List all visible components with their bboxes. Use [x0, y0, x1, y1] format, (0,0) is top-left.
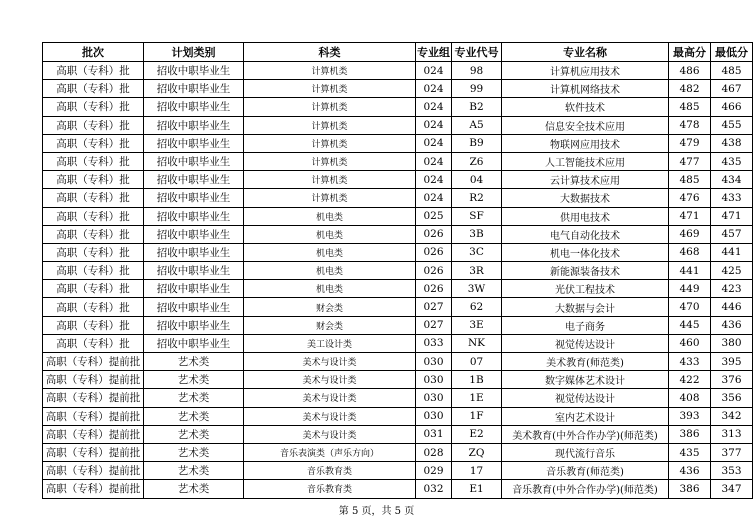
min-score-cell: 356 [711, 389, 753, 407]
major-code-cell: 3C [452, 243, 502, 261]
plan-category-cell: 招收中职毕业生 [144, 316, 244, 334]
major-group-cell: 029 [416, 462, 452, 480]
major-group-cell: 024 [416, 80, 452, 98]
max-score-cell: 445 [669, 316, 711, 334]
major-name-cell: 计算机应用技术 [502, 62, 669, 80]
plan-category-cell: 艺术类 [144, 462, 244, 480]
plan-category-cell: 招收中职毕业生 [144, 280, 244, 298]
major-group-cell: 030 [416, 371, 452, 389]
header-max-score: 最高分 [669, 43, 711, 62]
batch-cell: 高职（专科）提前批 [43, 389, 144, 407]
min-score-cell: 380 [711, 334, 753, 352]
max-score-cell: 476 [669, 189, 711, 207]
table-row [43, 62, 753, 80]
table-row [43, 243, 753, 261]
batch-cell: 高职（专科）批 [43, 152, 144, 170]
min-score-cell: 433 [711, 189, 753, 207]
subject-category-cell: 计算机类 [244, 189, 416, 207]
major-group-cell: 030 [416, 389, 452, 407]
major-group-cell: 027 [416, 298, 452, 316]
major-name-cell: 大数据与会计 [502, 298, 669, 316]
major-name-cell: 电子商务 [502, 316, 669, 334]
table-row [43, 171, 753, 189]
batch-cell: 高职（专科）批 [43, 298, 144, 316]
min-score-cell: 455 [711, 116, 753, 134]
major-group-cell: 028 [416, 443, 452, 461]
subject-category-cell: 机电类 [244, 262, 416, 280]
max-score-cell: 482 [669, 80, 711, 98]
table-row [43, 316, 753, 334]
table-row [43, 407, 753, 425]
subject-category-cell: 计算机类 [244, 134, 416, 152]
max-score-cell: 436 [669, 462, 711, 480]
max-score-cell: 478 [669, 116, 711, 134]
plan-category-cell: 艺术类 [144, 353, 244, 371]
major-name-cell: 美术教育(师范类) [502, 353, 669, 371]
header-min-score: 最低分 [711, 43, 753, 62]
table-row [43, 116, 753, 134]
major-group-cell: 024 [416, 171, 452, 189]
plan-category-cell: 招收中职毕业生 [144, 189, 244, 207]
max-score-cell: 386 [669, 480, 711, 498]
major-group-cell: 024 [416, 134, 452, 152]
major-code-cell: 17 [452, 462, 502, 480]
batch-cell: 高职（专科）提前批 [43, 480, 144, 498]
major-name-cell: 软件技术 [502, 98, 669, 116]
major-code-cell: 3B [452, 225, 502, 243]
table-row [43, 280, 753, 298]
table-row [43, 207, 753, 225]
plan-category-cell: 招收中职毕业生 [144, 171, 244, 189]
max-score-cell: 386 [669, 425, 711, 443]
subject-category-cell: 音乐教育类 [244, 462, 416, 480]
table-row [43, 353, 753, 371]
plan-category-cell: 招收中职毕业生 [144, 225, 244, 243]
table-row [43, 389, 753, 407]
subject-category-cell: 机电类 [244, 280, 416, 298]
header-major-group: 专业组 [416, 43, 452, 62]
major-name-cell: 信息安全技术应用 [502, 116, 669, 134]
batch-cell: 高职（专科）批 [43, 171, 144, 189]
header-plan-category: 计划类别 [144, 43, 244, 62]
min-score-cell: 438 [711, 134, 753, 152]
major-name-cell: 计算机网络技术 [502, 80, 669, 98]
subject-category-cell: 计算机类 [244, 171, 416, 189]
major-code-cell: 1E [452, 389, 502, 407]
major-name-cell: 光伏工程技术 [502, 280, 669, 298]
batch-cell: 高职（专科）批 [43, 134, 144, 152]
major-code-cell: SF [452, 207, 502, 225]
plan-category-cell: 招收中职毕业生 [144, 262, 244, 280]
max-score-cell: 471 [669, 207, 711, 225]
header-major-code: 专业代号 [452, 43, 502, 62]
plan-category-cell: 艺术类 [144, 371, 244, 389]
subject-category-cell: 美术与设计类 [244, 389, 416, 407]
batch-cell: 高职（专科）提前批 [43, 407, 144, 425]
major-name-cell: 现代流行音乐 [502, 443, 669, 461]
plan-category-cell: 招收中职毕业生 [144, 152, 244, 170]
subject-category-cell: 美工设计类 [244, 334, 416, 352]
min-score-cell: 434 [711, 171, 753, 189]
batch-cell: 高职（专科）批 [43, 280, 144, 298]
major-code-cell: 3E [452, 316, 502, 334]
plan-category-cell: 招收中职毕业生 [144, 80, 244, 98]
min-score-cell: 376 [711, 371, 753, 389]
major-code-cell: 04 [452, 171, 502, 189]
plan-category-cell: 艺术类 [144, 389, 244, 407]
subject-category-cell: 计算机类 [244, 152, 416, 170]
min-score-cell: 441 [711, 243, 753, 261]
min-score-cell: 377 [711, 443, 753, 461]
major-group-cell: 026 [416, 262, 452, 280]
batch-cell: 高职（专科）提前批 [43, 443, 144, 461]
subject-category-cell: 计算机类 [244, 62, 416, 80]
table-row [43, 480, 753, 498]
batch-cell: 高职（专科）批 [43, 116, 144, 134]
major-code-cell: 07 [452, 353, 502, 371]
min-score-cell: 423 [711, 280, 753, 298]
subject-category-cell: 机电类 [244, 243, 416, 261]
max-score-cell: 435 [669, 443, 711, 461]
major-code-cell: B9 [452, 134, 502, 152]
major-name-cell: 人工智能技术应用 [502, 152, 669, 170]
major-group-cell: 031 [416, 425, 452, 443]
major-group-cell: 026 [416, 280, 452, 298]
table-row [43, 443, 753, 461]
max-score-cell: 449 [669, 280, 711, 298]
min-score-cell: 446 [711, 298, 753, 316]
major-group-cell: 024 [416, 116, 452, 134]
subject-category-cell: 美术与设计类 [244, 425, 416, 443]
plan-category-cell: 招收中职毕业生 [144, 134, 244, 152]
table-row [43, 462, 753, 480]
admission-score-table [42, 42, 753, 499]
batch-cell: 高职（专科）批 [43, 62, 144, 80]
major-name-cell: 美术教育(中外合作办学)(师范类) [502, 425, 669, 443]
table-row [43, 134, 753, 152]
major-group-cell: 024 [416, 189, 452, 207]
plan-category-cell: 招收中职毕业生 [144, 116, 244, 134]
plan-category-cell: 招收中职毕业生 [144, 98, 244, 116]
major-name-cell: 新能源装备技术 [502, 262, 669, 280]
plan-category-cell: 招收中职毕业生 [144, 243, 244, 261]
plan-category-cell: 艺术类 [144, 443, 244, 461]
batch-cell: 高职（专科）批 [43, 334, 144, 352]
subject-category-cell: 计算机类 [244, 116, 416, 134]
major-code-cell: 99 [452, 80, 502, 98]
major-name-cell: 室内艺术设计 [502, 407, 669, 425]
max-score-cell: 470 [669, 298, 711, 316]
batch-cell: 高职（专科）批 [43, 262, 144, 280]
batch-cell: 高职（专科）提前批 [43, 462, 144, 480]
major-code-cell: 98 [452, 62, 502, 80]
major-code-cell: 1F [452, 407, 502, 425]
max-score-cell: 460 [669, 334, 711, 352]
min-score-cell: 466 [711, 98, 753, 116]
max-score-cell: 485 [669, 171, 711, 189]
plan-category-cell: 招收中职毕业生 [144, 62, 244, 80]
major-code-cell: R2 [452, 189, 502, 207]
batch-cell: 高职（专科）批 [43, 80, 144, 98]
min-score-cell: 436 [711, 316, 753, 334]
plan-category-cell: 招收中职毕业生 [144, 207, 244, 225]
min-score-cell: 353 [711, 462, 753, 480]
min-score-cell: 457 [711, 225, 753, 243]
page-footer: 第 5 页，共 5 页 [338, 506, 415, 517]
batch-cell: 高职（专科）提前批 [43, 425, 144, 443]
header-major-name: 专业名称 [502, 43, 669, 62]
table-row [43, 262, 753, 280]
table-row [43, 334, 753, 352]
plan-category-cell: 艺术类 [144, 407, 244, 425]
major-group-cell: 024 [416, 98, 452, 116]
subject-category-cell: 计算机类 [244, 80, 416, 98]
major-code-cell: E2 [452, 425, 502, 443]
batch-cell: 高职（专科）批 [43, 98, 144, 116]
major-code-cell: ZQ [452, 443, 502, 461]
major-group-cell: 025 [416, 207, 452, 225]
major-code-cell: E1 [452, 480, 502, 498]
min-score-cell: 342 [711, 407, 753, 425]
major-name-cell: 音乐教育(中外合作办学)(师范类) [502, 480, 669, 498]
major-name-cell: 数字媒体艺术设计 [502, 371, 669, 389]
subject-category-cell: 财会类 [244, 316, 416, 334]
subject-category-cell: 音乐教育类 [244, 480, 416, 498]
major-code-cell: Z6 [452, 152, 502, 170]
max-score-cell: 477 [669, 152, 711, 170]
major-name-cell: 机电一体化技术 [502, 243, 669, 261]
min-score-cell: 313 [711, 425, 753, 443]
major-group-cell: 032 [416, 480, 452, 498]
major-code-cell: 3W [452, 280, 502, 298]
batch-cell: 高职（专科）提前批 [43, 353, 144, 371]
subject-category-cell: 美术与设计类 [244, 353, 416, 371]
subject-category-cell: 美术与设计类 [244, 407, 416, 425]
subject-category-cell: 音乐表演类（声乐方向） [244, 443, 416, 461]
table-body [43, 62, 753, 499]
max-score-cell: 422 [669, 371, 711, 389]
table-row [43, 189, 753, 207]
max-score-cell: 408 [669, 389, 711, 407]
major-code-cell: A5 [452, 116, 502, 134]
major-group-cell: 027 [416, 316, 452, 334]
major-code-cell: 62 [452, 298, 502, 316]
major-code-cell: B2 [452, 98, 502, 116]
max-score-cell: 441 [669, 262, 711, 280]
major-name-cell: 音乐教育(师范类) [502, 462, 669, 480]
major-code-cell: 3R [452, 262, 502, 280]
major-group-cell: 033 [416, 334, 452, 352]
major-name-cell: 视觉传达设计 [502, 334, 669, 352]
major-name-cell: 电气自动化技术 [502, 225, 669, 243]
min-score-cell: 347 [711, 480, 753, 498]
batch-cell: 高职（专科）批 [43, 316, 144, 334]
plan-category-cell: 招收中职毕业生 [144, 298, 244, 316]
min-score-cell: 395 [711, 353, 753, 371]
min-score-cell: 471 [711, 207, 753, 225]
min-score-cell: 435 [711, 152, 753, 170]
subject-category-cell: 机电类 [244, 207, 416, 225]
table-row [43, 80, 753, 98]
subject-category-cell: 机电类 [244, 225, 416, 243]
plan-category-cell: 招收中职毕业生 [144, 334, 244, 352]
batch-cell: 高职（专科）提前批 [43, 371, 144, 389]
max-score-cell: 393 [669, 407, 711, 425]
max-score-cell: 468 [669, 243, 711, 261]
major-group-cell: 026 [416, 225, 452, 243]
major-group-cell: 030 [416, 353, 452, 371]
subject-category-cell: 计算机类 [244, 98, 416, 116]
header-batch: 批次 [43, 43, 144, 62]
batch-cell: 高职（专科）批 [43, 189, 144, 207]
min-score-cell: 425 [711, 262, 753, 280]
major-name-cell: 云计算技术应用 [502, 171, 669, 189]
major-group-cell: 026 [416, 243, 452, 261]
major-name-cell: 视觉传达设计 [502, 389, 669, 407]
major-group-cell: 030 [416, 407, 452, 425]
subject-category-cell: 美术与设计类 [244, 371, 416, 389]
plan-category-cell: 艺术类 [144, 480, 244, 498]
major-group-cell: 024 [416, 152, 452, 170]
table-header-row [43, 43, 753, 62]
major-code-cell: 1B [452, 371, 502, 389]
major-name-cell: 大数据技术 [502, 189, 669, 207]
major-name-cell: 物联网应用技术 [502, 134, 669, 152]
max-score-cell: 433 [669, 353, 711, 371]
major-code-cell: NK [452, 334, 502, 352]
header-subject-category: 科类 [244, 43, 416, 62]
max-score-cell: 486 [669, 62, 711, 80]
max-score-cell: 469 [669, 225, 711, 243]
min-score-cell: 485 [711, 62, 753, 80]
table-row [43, 371, 753, 389]
table-row [43, 225, 753, 243]
subject-category-cell: 财会类 [244, 298, 416, 316]
batch-cell: 高职（专科）批 [43, 207, 144, 225]
plan-category-cell: 艺术类 [144, 425, 244, 443]
major-name-cell: 供用电技术 [502, 207, 669, 225]
major-group-cell: 024 [416, 62, 452, 80]
max-score-cell: 479 [669, 134, 711, 152]
table-row [43, 425, 753, 443]
batch-cell: 高职（专科）批 [43, 243, 144, 261]
table-row [43, 98, 753, 116]
min-score-cell: 467 [711, 80, 753, 98]
batch-cell: 高职（专科）批 [43, 225, 144, 243]
max-score-cell: 485 [669, 98, 711, 116]
table-row [43, 152, 753, 170]
table-row [43, 298, 753, 316]
